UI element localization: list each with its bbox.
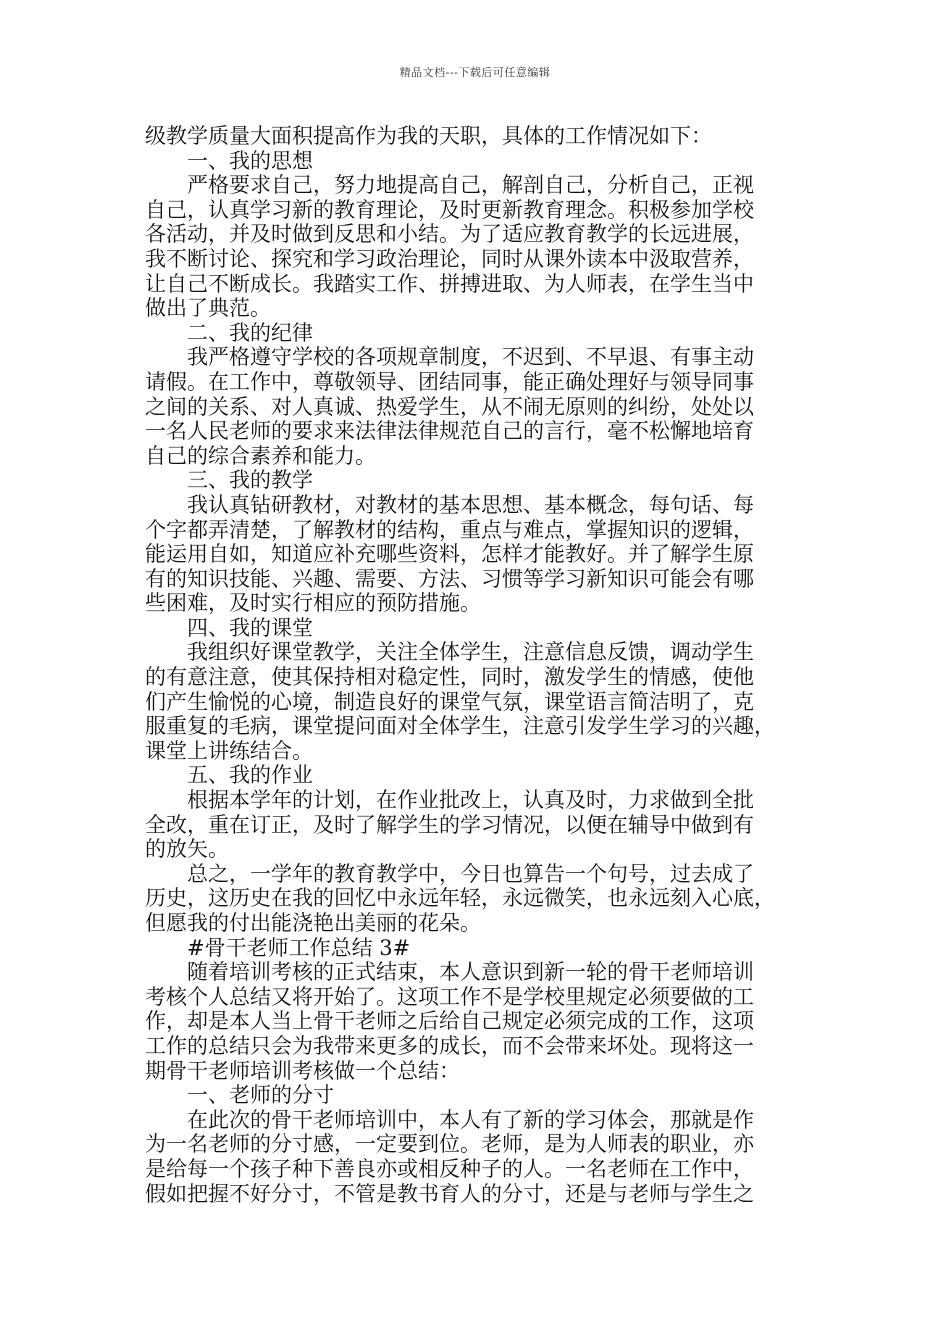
text-line: 随着培训考核的正式结束，本人意识到新一轮的骨干老师培训: [187, 960, 754, 985]
text-line: 我不断讨论、探究和学习政治理论，同时从课外读本中汲取营养，: [145, 246, 754, 271]
text-line: 有的知识技能、兴趣、需要、方法、习惯等学习新知识可能会有哪: [145, 566, 754, 591]
text-line: 们产生愉悦的心境，制造良好的课堂气氛，课堂语言简洁明了，克: [145, 689, 754, 714]
text-line: 能运用自如，知道应补充哪些资料，怎样才能教好。并了解学生原: [145, 542, 754, 567]
text-line: 三、我的教学: [187, 468, 313, 493]
text-line: 服重复的毛病，课堂提问面对全体学生，注意引发学生学习的兴趣，: [145, 714, 775, 739]
text-line: 历史，这历史在我的回忆中永远年轻，永远微笑，也永远刻入心底，: [145, 886, 775, 911]
text-line: 让自己不断成长。我踏实工作、拼搏进取、为人师表，在学生当中: [145, 271, 754, 296]
text-line: 作，却是本人当上骨干老师之后给自己规定必须完成的工作，这项: [145, 1009, 754, 1034]
text-line: 一、我的思想: [187, 148, 313, 173]
text-line: 一、老师的分寸: [187, 1083, 334, 1108]
text-line: 自己的综合素养和能力。: [145, 443, 376, 468]
text-line: 之间的关系、对人真诚、热爱学生，从不闹无原则的纠纷，处处以: [145, 394, 754, 419]
text-line: 自己，认真学习新的教育理论，及时更新教育理念。积极参加学校: [145, 197, 754, 222]
text-line: 工作的总结只会为我带来更多的成长，而不会带来坏处。现将这一: [145, 1033, 754, 1058]
text-line: 根据本学年的计划，在作业批改上，认真及时，力求做到全批: [187, 788, 754, 813]
text-line: 做出了典范。: [145, 296, 271, 321]
text-line: 请假。在工作中，尊敬领导、团结同事，能正确处理好与领导同事: [145, 369, 754, 394]
text-line: #骨干老师工作总结 3#: [187, 935, 411, 960]
text-line: 个字都弄清楚，了解教材的结构，重点与难点，掌握知识的逻辑，: [145, 517, 754, 542]
text-line: 四、我的课堂: [187, 615, 313, 640]
text-line: 考核个人总结又将开始了。这项工作不是学校里规定必须要做的工: [145, 984, 754, 1009]
text-line: 的有意注意，使其保持相对稳定性，同时，激发学生的情感，使他: [145, 665, 754, 690]
text-line: 是给每一个孩子种下善良亦或相反种子的人。一名老师在工作中，: [145, 1156, 754, 1181]
text-line: 我严格遵守学校的各项规章制度，不迟到、不早退、有事主动: [187, 345, 754, 370]
text-line: 二、我的纪律: [187, 320, 313, 345]
text-line: 我组织好课堂教学，关注全体学生，注意信息反馈，调动学生: [187, 640, 754, 665]
text-line: 全改，重在订正，及时了解学生的学习情况，以便在辅导中做到有: [145, 812, 754, 837]
document-body: [145, 124, 820, 1206]
text-line: 一名人民老师的要求来法律法律规范自己的言行，毫不松懈地培育: [145, 419, 754, 444]
text-line: 些困难，及时实行相应的预防措施。: [145, 591, 481, 616]
text-line: 课堂上讲练结合。: [145, 738, 313, 763]
text-line: 在此次的骨干老师培训中，本人有了新的学习体会，那就是作: [187, 1107, 754, 1132]
page-header: 精品文档---下载后可任意编辑: [399, 66, 551, 79]
text-line: 我认真钻研教材，对教材的基本思想、基本概念，每句话、每: [187, 492, 754, 517]
text-line: 各活动，并及时做到反思和小结。为了适应教育教学的长远进展，: [145, 222, 754, 247]
text-line: 五、我的作业: [187, 763, 313, 788]
text-line: 期骨干老师培训考核做一个总结：: [145, 1058, 460, 1083]
text-line: 的放矢。: [145, 837, 229, 862]
text-line: 总之，一学年的教育教学中，今日也算告一个句号，过去成了: [187, 861, 754, 886]
text-line: 级教学质量大面积提高作为我的天职，具体的工作情况如下：: [145, 124, 712, 148]
text-line: 为一名老师的分寸感，一定要到位。老师，是为人师表的职业，亦: [145, 1132, 754, 1157]
text-line: 但愿我的付出能浇艳出美丽的花朵。: [145, 911, 481, 935]
text-line: 严格要求自己，努力地提高自己，解剖自己，分析自己，正视: [187, 173, 754, 198]
text-line: 假如把握不好分寸，不管是教书育人的分寸，还是与老师与学生之: [145, 1181, 754, 1206]
